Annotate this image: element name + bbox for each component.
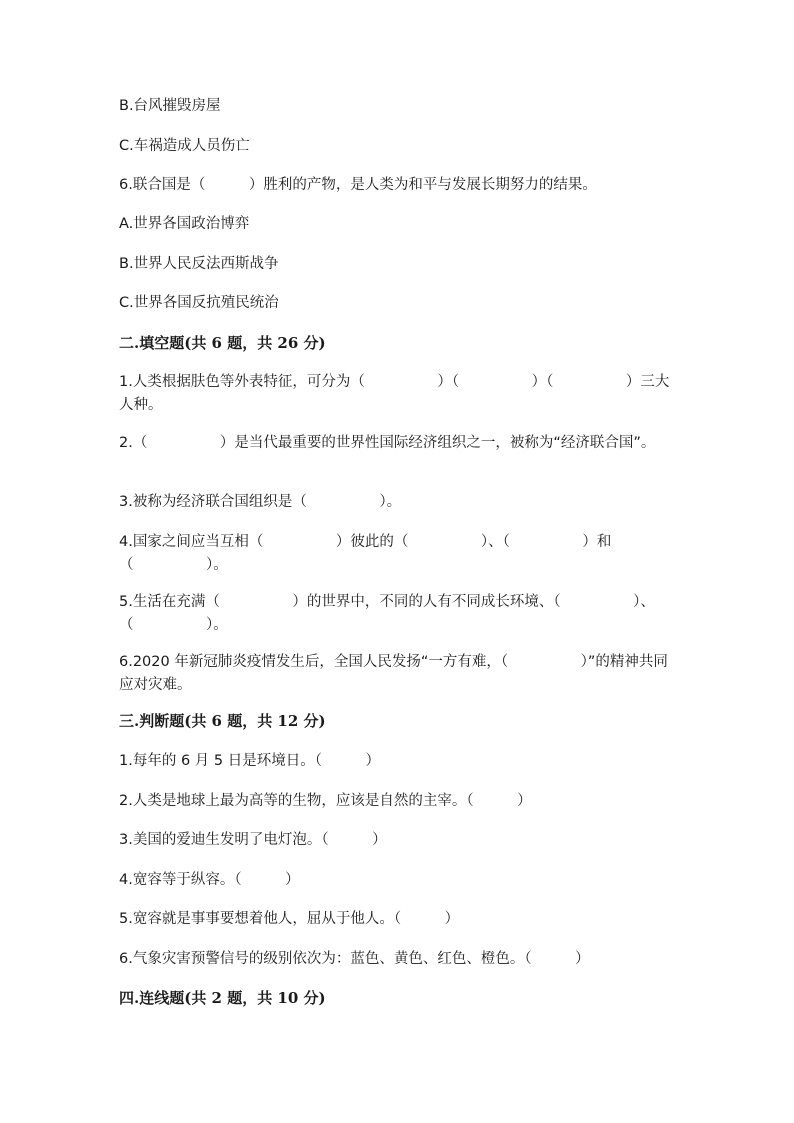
q6-option-a: A.世界各国政治博弈 [119,216,250,232]
q6-option-c: C.世界各国反抗殖民统治 [119,295,279,311]
fill-question-1: 1.人类根据肤色等外表特征，可分为（ ）（ ）（ ）三大人种。 [119,374,670,413]
q5-option-b: B.台风摧毁房屋 [119,98,221,114]
judge-question-4: 4.宽容等于纵容。（ ） [119,872,300,888]
section-heading-matching: 四.连线题(共 2 题，共 10 分) [119,989,326,1007]
question-6: 6.联合国是（ ）胜利的产物，是人类为和平与发展长期努力的结果。 [119,177,597,193]
q6-option-b: B.世界人民反法西斯战争 [119,256,279,272]
section-heading-fill-in: 二.填空题(共 6 题，共 26 分) [119,334,326,352]
fill-question-6: 6.2020 年新冠肺炎疫情发生后，全国人民发扬“一方有难，（ ）”的精神共同应对灾难。 [119,654,668,693]
fill-question-5: 5.生活在充满（ ）的世界中，不同的人有不同成长环境、（ ）、（ ）。 [119,594,655,633]
section-heading-true-false: 三.判断题(共 6 题，共 12 分) [119,712,326,730]
judge-question-3: 3.美国的爱迪生发明了电灯泡。（ ） [119,832,387,848]
q5-option-c: C.车祸造成人员伤亡 [119,138,250,154]
fill-question-3: 3.被称为经济联合国组织是（ ）。 [119,494,402,510]
judge-question-5: 5.宽容就是事事要想着他人，屈从于他人。（ ） [119,911,460,927]
fill-question-2: 2.（ ）是当代最重要的世界性国际经济组织之一，被称为“经济联合国”。 [119,435,656,451]
judge-question-6: 6.气象灾害预警信号的级别依次为：蓝色、黄色、红色、橙色。（ ） [119,951,590,967]
judge-question-1: 1.每年的 6 月 5 日是环境日。（ ） [119,753,380,769]
fill-question-4: 4.国家之间应当互相（ ）彼此的（ ）、（ ）和（ ）。 [119,534,612,573]
judge-question-2: 2.人类是地球上最为高等的生物，应该是自然的主宰。（ ） [119,793,532,809]
